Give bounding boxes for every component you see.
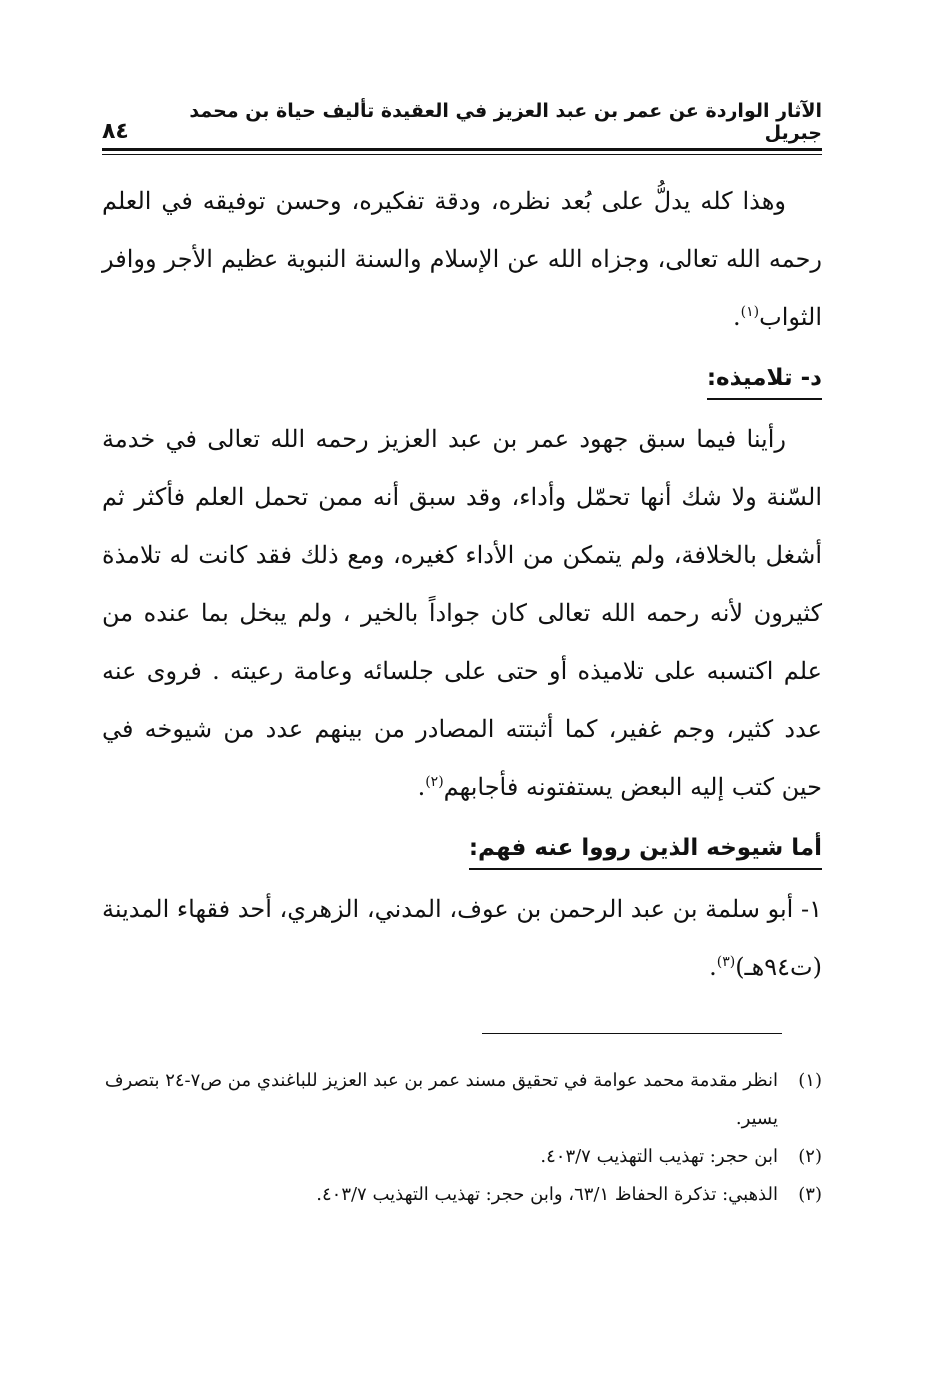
footnote-ref-1: (١) [740,304,760,320]
paragraph-1-text: وهذا كله يدلُّ على بُعد نظره، ودقة تفكيره، وحسن توفيقه في العلم رحمه الله تعالى، وجزاه الله عن الإسلام والسنة النبوية عظيم الأجر ووافر الثواب [102,187,822,331]
footnote [102,1062,822,1138]
footnote-separator [482,1033,782,1034]
footnote-ref-3: (٣) [716,954,736,970]
header-rule-thick [102,148,822,151]
footnote-text: ابن حجر: تهذيب التهذيب ٤٠٣/٧. [540,1146,778,1167]
main-text [102,172,822,996]
paragraph-3-text: ١- أبو سلمة بن عبد الرحمن بن عوف، المدني، الزهري، أحد فقهاء المدينة (ت٩٤هـ) [102,895,822,981]
period: . [417,773,426,801]
period: . [733,303,741,331]
paragraph-2 [102,410,822,816]
footnote-ref-2: (٢) [425,774,444,790]
page-header [102,100,822,144]
footnote-text: انظر مقدمة محمد عوامة في تحقيق مسند عمر بن عبد العزيز للباغندي من ص٧-٢٤ بتصرف يسير. [104,1070,778,1129]
period: . [709,953,717,981]
paragraph-3 [102,880,822,996]
header-title: الآثار الواردة عن عمر بن عبد العزيز في العقيدة تأليف حياة بن محمد جبريل [189,100,822,144]
footnote-marker: (١) [798,1070,822,1091]
footnotes [102,1062,822,1214]
footnote-marker: (٢) [798,1146,822,1167]
paragraph-2-text: رأينا فيما سبق جهود عمر بن عبد العزيز رحمه الله تعالى في خدمة السّنة ولا شك أنها تحمّل وأداء، وقد سبق أنه ممن تحمل العلم فأكثر ثم أشغل بالخلافة، ولم يتمكن من الأداء كغيره، ومع ذلك فقد كانت له تلامذة كثيرون لأنه رحمه الله تعالى كان جواداً بالخير ، ولم يبخل بما عنده من علم اكتسبه على تلاميذه أو حتى على جلسائه وعامة رعيته . فروى عنه عدد كثير، وجم غفير، كما أثبتته المصادر من بينهم عدد من شيوخه في حين كتب إليه البعض يستفتونه فأجابهم [102,425,822,801]
footnote-marker: (٣) [798,1184,822,1205]
footnote-text: الذهبي: تذكرة الحفاظ ٦٣/١، وابن حجر: تهذيب التهذيب ٤٠٣/٧. [316,1184,778,1205]
section-heading-teachers: أما شيوخه الذين رووا عنه فهم: [469,828,822,870]
footnote [102,1138,822,1176]
header-rule-thin [102,154,822,155]
footnote [102,1176,822,1214]
paragraph-1 [102,172,822,346]
page-number: ٨٤ [102,119,129,144]
section-heading-students: د- تلاميذه: [707,358,822,400]
